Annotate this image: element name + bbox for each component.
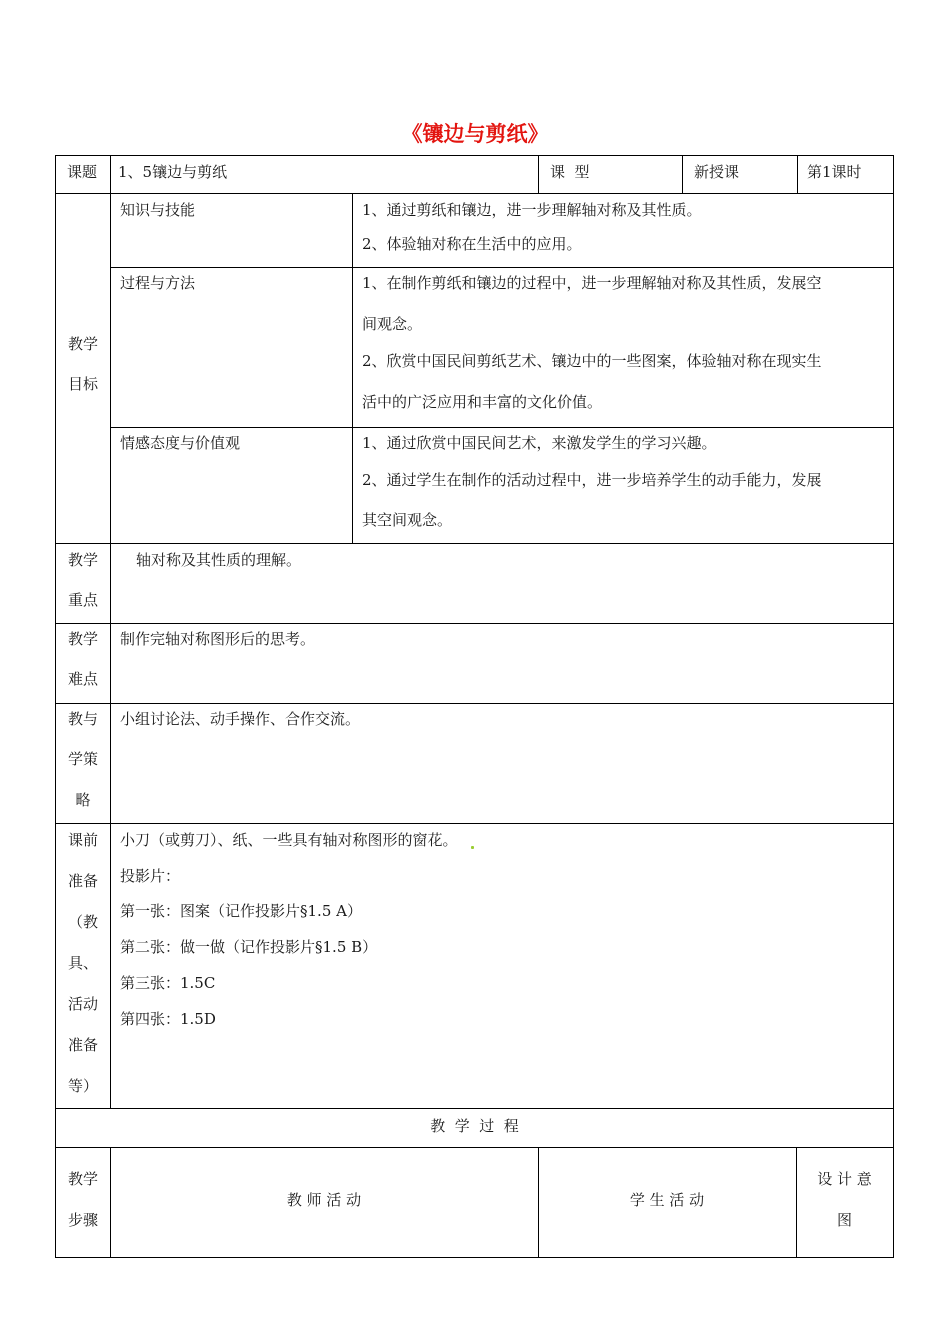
- type-value: 新授课: [694, 163, 740, 181]
- objective-line: 1、通过剪纸和镶边，进一步理解轴对称及其性质。: [362, 201, 702, 219]
- objectives-label-1: 教学: [67, 335, 98, 353]
- keypoints-label-1: 教学: [67, 551, 98, 569]
- objective-category-attitude: 情感态度与价值观: [120, 434, 241, 452]
- strategy-label-2: 学策: [67, 750, 98, 768]
- prep-line: 小刀（或剪刀）、纸、一些具有轴对称图形的窗花。: [120, 831, 458, 849]
- prep-line: 第四张：1.5D: [120, 1010, 216, 1028]
- prep-line: 投影片：: [120, 867, 181, 885]
- objective-line: 2、体验轴对称在生活中的应用。: [362, 235, 582, 253]
- decorative-dot: [471, 846, 474, 849]
- difficulties-label-2: 难点: [67, 670, 98, 688]
- prep-label-7: 等）: [67, 1077, 98, 1095]
- student-activity-heading: 学 生 活 动: [629, 1191, 705, 1209]
- difficulties-label-1: 教学: [67, 630, 98, 648]
- strategy-label-3: 略: [75, 791, 91, 809]
- prep-label-6: 准备: [67, 1036, 98, 1054]
- teacher-activity-heading: 教 师 活 动: [286, 1191, 362, 1209]
- prep-line: 第二张：做一做（记作投影片§1.5 B）: [120, 938, 378, 956]
- strategy-content: 小组讨论法、动手操作、合作交流。: [120, 710, 361, 728]
- topic-label: 课题: [67, 163, 98, 181]
- document-title: 《镶边与剪纸》: [401, 122, 549, 146]
- objective-category-process: 过程与方法: [120, 274, 196, 292]
- step-label-2: 步骤: [67, 1211, 98, 1229]
- type-label: 课 型: [550, 163, 590, 181]
- objective-line: 1、在制作剪纸和镶边的过程中，进一步理解轴对称及其性质，发展空: [362, 274, 822, 292]
- prep-label-4: 具、: [67, 954, 98, 972]
- objective-line: 其空间观念。: [362, 511, 453, 529]
- objective-category-knowledge: 知识与技能: [120, 201, 196, 219]
- objective-line: 2、通过学生在制作的活动过程中，进一步培养学生的动手能力，发展: [362, 471, 822, 489]
- objective-line: 间观念。: [362, 315, 423, 333]
- step-label-1: 教学: [67, 1170, 98, 1188]
- topic-value: 1、5镶边与剪纸: [118, 163, 228, 181]
- keypoints-content: 轴对称及其性质的理解。: [136, 551, 302, 569]
- prep-label-1: 课前: [67, 831, 98, 849]
- process-heading: 教 学 过 程: [430, 1117, 519, 1135]
- difficulties-content: 制作完轴对称图形后的思考。: [120, 630, 316, 648]
- objective-line: 1、通过欣赏中国民间艺术，来激发学生的学习兴趣。: [362, 434, 717, 452]
- design-intent-heading-2: 图: [836, 1211, 852, 1229]
- period-value: 第1课时: [807, 163, 862, 181]
- design-intent-heading-1: 设 计 意: [817, 1170, 872, 1188]
- strategy-label-1: 教与: [67, 710, 98, 728]
- prep-label-2: 准备: [67, 872, 98, 890]
- keypoints-label-2: 重点: [67, 591, 98, 609]
- objective-line: 活中的广泛应用和丰富的文化价值。: [362, 393, 603, 411]
- objective-line: 2、欣赏中国民间剪纸艺术、镶边中的一些图案，体验轴对称在现实生: [362, 352, 822, 370]
- prep-line: 第三张：1.5C: [120, 974, 216, 992]
- prep-label-5: 活动: [67, 995, 98, 1013]
- prep-line: 第一张：图案（记作投影片§1.5 A）: [120, 902, 362, 920]
- objectives-label-2: 目标: [67, 375, 98, 393]
- prep-label-3: （教: [67, 913, 98, 931]
